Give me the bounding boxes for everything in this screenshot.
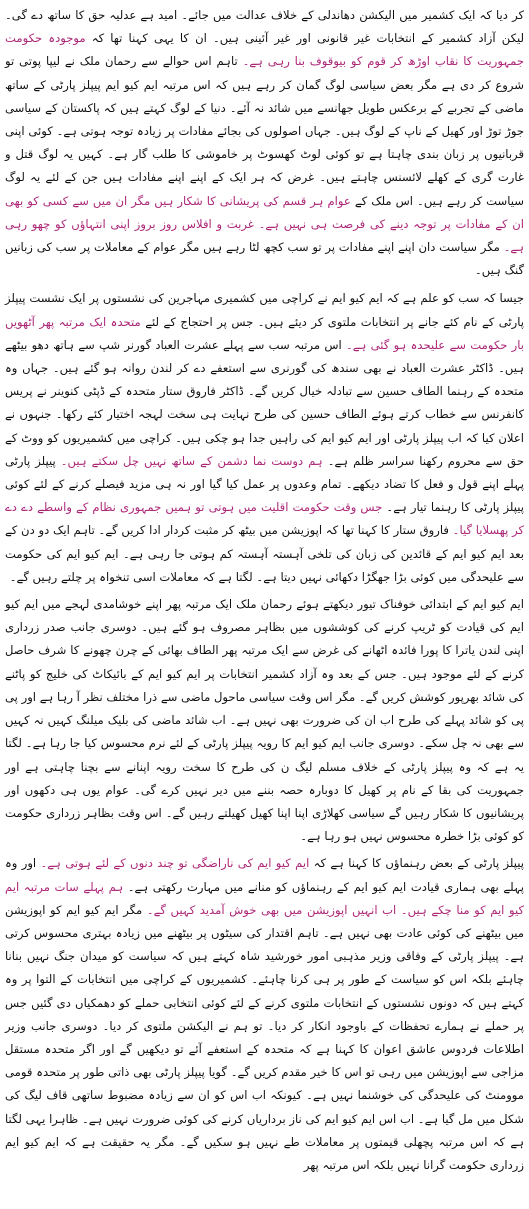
article-paragraph — [5, 4, 524, 282]
body-text: کر دیا کہ ایک کشمیر میں الیکشن دھاندلی کے خلاف عدالت میں جائے۔ امید ہے عدلیہ حق کا ساتھ دے گی۔ لیکن آزاد کشمیر کے انتخابات غیر قانونی اور غیر آئینی ہیں۔ ان کا یہی کہنا تھا کہ — [5, 8, 525, 46]
body-text: ایم کیو ایم کے ابتدائی خوفناک تیور دیکھتے ہوئے رحمان ملک ایک مرتبہ پھر اپنے خوشامدی لہجے میں ایم کیو ایم کی قیادت کو ٹریپ کرنے کی کوششوں میں بظاہر مصروف ہو گئے ہیں۔ دوسری جانب صدر زرداری اپنی لندن یاترا کا پورا فائدہ اٹھانے کی غرض سے ایک مرتبہ پھر الطاف بھائی کے چرن چھونے کا شرف حاصل کرنے کے لئے موجود ہیں۔ جس کے بعد وہ آزاد کشمیر انتخابات پر ایم کیو ایم کے بائیکاٹ کی خلیج کو پاٹنے کی شائد بھرپور کوشش کریں گے۔ مگر اس وقت سیاسی ماحول ماضی سے ذرا مختلف نظر آ رہا ہے اور پی پی کو شائد پہلے کی طرح اب ان کی ضرورت بھی نہیں ہے۔ اب شائد ماضی کی بلیک میلنگ کہیں نہ کہیں سے بھی نہ چل سکے۔ دوسری جانب ایم کیو ایم کا رویہ پیپلز پارٹی کے لئے نرم محسوس کیا جا رہا ہے۔ لگتا یہ ہے کہ وہ پیپلز پارٹی کے خلاف مسلم لیگ ن کی طرح کا سخت رویہ اپنانے سے بچنا چاہتی ہے اور جمہوریت کی بقا کے نام پر کھیل کا دوبارہ حصہ بننے میں دیر نہیں کرے گی۔ عوام یوں ہی دکھوں اور پریشانیوں کا شکار رہیں گے سیاسی کھلاڑی اپنا اپنا کھیل کھیلتے رہیں گے۔ اس وقت بظاہر زرداری حکومت کو کوئی بڑا خطرہ محسوس نہیں ہو رہا ہے۔ — [5, 597, 524, 844]
body-text: مگر سیاست دان اپنے اپنے مفادات پر تو سب کچھ لٹا رہے ہیں مگر عوام کے معاملات پر سب کی زبانیں گنگ ہیں۔ — [5, 240, 524, 278]
body-text: فاروق ستار کا کہنا تھا کہ اپوزیشن میں بیٹھ کر مثبت کردار ادا کریں گے۔ تاہم ایک دو دن کے بعد ایم کیو ایم کے قائدین کی زبان کی تلخی آہستہ آہستہ کم ہوتی جا رہی ہے۔ ایم کیو ایم کی حکومت سے علیحدگی میں کوئی بڑا جھگڑا دکھائی نہیں دیتا ہے۔ لگتا ہے کہ معاملات اسی تنخواہ پر چلتے رہیں گے۔ — [5, 523, 524, 584]
highlighted-text: ایم کیو ایم کی ناراضگی تو چند دنوں کے لئے ہوتی ہے۔ — [40, 856, 310, 871]
body-text: اور وہ پہلے بھی ہماری قیادت ایم کیو ایم کے رہنماؤں کو منانے میں مہارت رکھتی ہے۔ — [5, 856, 524, 894]
highlighted-text: ہم دوست نما دشمن کے ساتھ نہیں چل سکتے ہیں۔ — [60, 453, 323, 468]
body-text: جیسا کہ سب کو علم ہے کہ ایم کیو ایم نے کراچی میں کشمیری مہاجرین کی نشستوں پر ایک نشست پیپلز پارٹی کے نام کئے جانے پر انتخابات ملتوی کر دیئے ہیں۔ جس پر احتجاج کے لئے — [5, 291, 524, 329]
article-paragraph — [5, 593, 524, 848]
article-paragraph — [5, 287, 524, 589]
body-text: اس مرتبہ سب سے پہلے عشرت العباد گورنر شپ سے ہاتھ دھو بیٹھے ہیں۔ ڈاکٹر عشرت العباد نے بھی سندھ کی گورنری سے استعفے دے کر لندن روانہ ہو گئے ہیں۔ جہاں وہ متحدہ کے رہنما الطاف حسین سے تبادلہ خیال کریں گے۔ ڈاکٹر فاروق ستار متحدہ کے ڈپٹی کنوینر نے پریس کانفرنس سے خطاب کرتے ہوئے الطاف حسین کی طرح نہایت ہی سخت لہجہ اختیار کئے رکھا۔ جنہوں نے اعلان کیا کہ اب پیپلز پارٹی اور ایم کیو ایم کی راہیں جدا ہو چکی ہیں۔ کراچی میں کشمیریوں کو ووٹ کے حق سے محروم رکھنا سراسر ظلم ہے۔ — [5, 337, 524, 468]
article-paragraph — [5, 852, 524, 1177]
highlighted-text: موجودہ حکومت جمہوریت کا نقاب اوڑھ کر قوم کو بیوقوف بنا رہی ہے۔ — [5, 31, 524, 69]
body-text: پیپلز پارٹی کے بعض رہنماؤں کا کہنا ہے کہ — [309, 856, 524, 871]
body-text: مگر ایم کیو ایم کو اپوزیشن میں بیٹھنے کی کوئی عادت بھی نہیں ہے۔ تاہم اقتدار کی سیٹوں پر بیٹھنے میں زیادہ بہتری محسوس کرتی ہے۔ پیپلز پارٹی کے وفاقی وزیر مذہبی امور خورشید شاہ کہتے ہیں کہ سیاست کو میدان جنگ نہیں بنانا چاہئے بلکہ اس کو سیاست کے طور پر ہی کرنا چاہئے۔ کشمیریوں کے کراچی میں انتخابات کے التوا پر وہ کہتے ہیں کہ دونوں نشستوں کے انتخابات ملتوی کرنے کے لئے کوئی انتخابی حملے کو دھمکیاں دی گئیں جس پر حملے نے ہمارے تحفظات کے باوجود انکار کر دیا۔ تو ہم نے الیکشن ملتوی کر دیا۔ دوسری جانب وزیر اطلاعات فردوس عاشق اعوان کا کہنا ہے کہ متحدہ کے استعفے آئے تو دیکھیں گے اور اگر متحدہ مستقل مزاجی سے اپوزیشن میں رہی تو اس کا خیر مقدم کریں گے۔ گویا پیپلز پارٹی بھی ذاتی طور پر متحدہ قومی موومنٹ کی علیحدگی کی خوشنما نہیں ہے۔ کیونکہ اب اس کو ان سے زیادہ مضبوط ساتھی قاف لیگ کی شکل میں مل گیا ہے۔ اب اس ایم کیو ایم کی ناز برداریاں کرنے کی کوئی ضرورت نہیں ہے۔ ظاہرا یہی لگتا ہے کہ اس مرتبہ پچھلی قیمتوں پر معاملات طے نہیں ہو سکیں گے۔ مگر یہ حقیقت ہے کہ ایم کیو ایم زرداری حکومت گرانا نہیں بلکہ اس مرتبہ پھر — [5, 902, 524, 1172]
highlighted-text: عوام ہر قسم کی پریشانی کا شکار ہیں مگر ان میں سے کسی کو بھی ان کے مفادات پر توجہ دینے کی فرصت ہی نہیں ہے۔ غربت و افلاس روز بروز اپنی انتہاؤں کو چھو رہی ہے۔ — [5, 193, 524, 255]
highlighted-text: متحدہ ایک مرتبہ پھر آٹھویں بار حکومت سے علیحدہ ہو گئی ہے۔ — [5, 314, 524, 352]
highlighted-text: جس وقت حکومت اقلیت میں ہوتی تو ہمیں جمہوری نظام کے واسطے دے دے کر پھسلایا گیا۔ — [5, 500, 524, 538]
body-text: تاہم اس حوالے سے رحمان ملک نے لیپا پوتی تو شروع کر دی ہے مگر بعض سیاسی لوگ گمان کر رہے ہیں کہ اس مرتبہ ایم کیو ایم پیپلز پارٹی کے ساتھ ماضی کے تجربے کے برعکس طویل جھانسے میں شائد نہ آئے۔ دنیا کے لوگ کہتے ہیں کہ پاکستان کے سیاسی جوڑ توڑ اور کھیل کے ناپ کے لوگ ہیں۔ جہاں اصولوں کی بجائے مفادات پر زیادہ توجہ ہوتی ہے۔ کوئی اپنی قربانیوں پر زبان بندی چاہتا ہے تو کوئی لوٹ کھسوٹ پر خاموشی کا طلب گار ہے۔ کہیں یہ لوگ قتل و غارت گری کے کھلے لائسنس چاہتے ہیں۔ غرض کہ ہر ایک کے اپنے اپنے مفادات ہیں جن کے لئے یہ لوگ سیاست کر رہے ہیں۔ اس ملک کے — [5, 54, 524, 208]
body-text: پیپلز پارٹی پہلے اپنے قول و فعل کا تضاد دیکھے۔ تمام وعدوں پر عمل کیا گیا اور نہ ہی مزید فیصلے کرنے کے لئے کوئی پیپلز پارٹی کا رہنما تیار ہے۔ — [5, 453, 524, 515]
highlighted-text: ہم پہلے سات مرتبہ ایم کیو ایم کو منا چکے ہیں۔ اب انہیں اپوزیشن میں بھی خوش آمدید کہیں گے۔ — [5, 879, 524, 917]
